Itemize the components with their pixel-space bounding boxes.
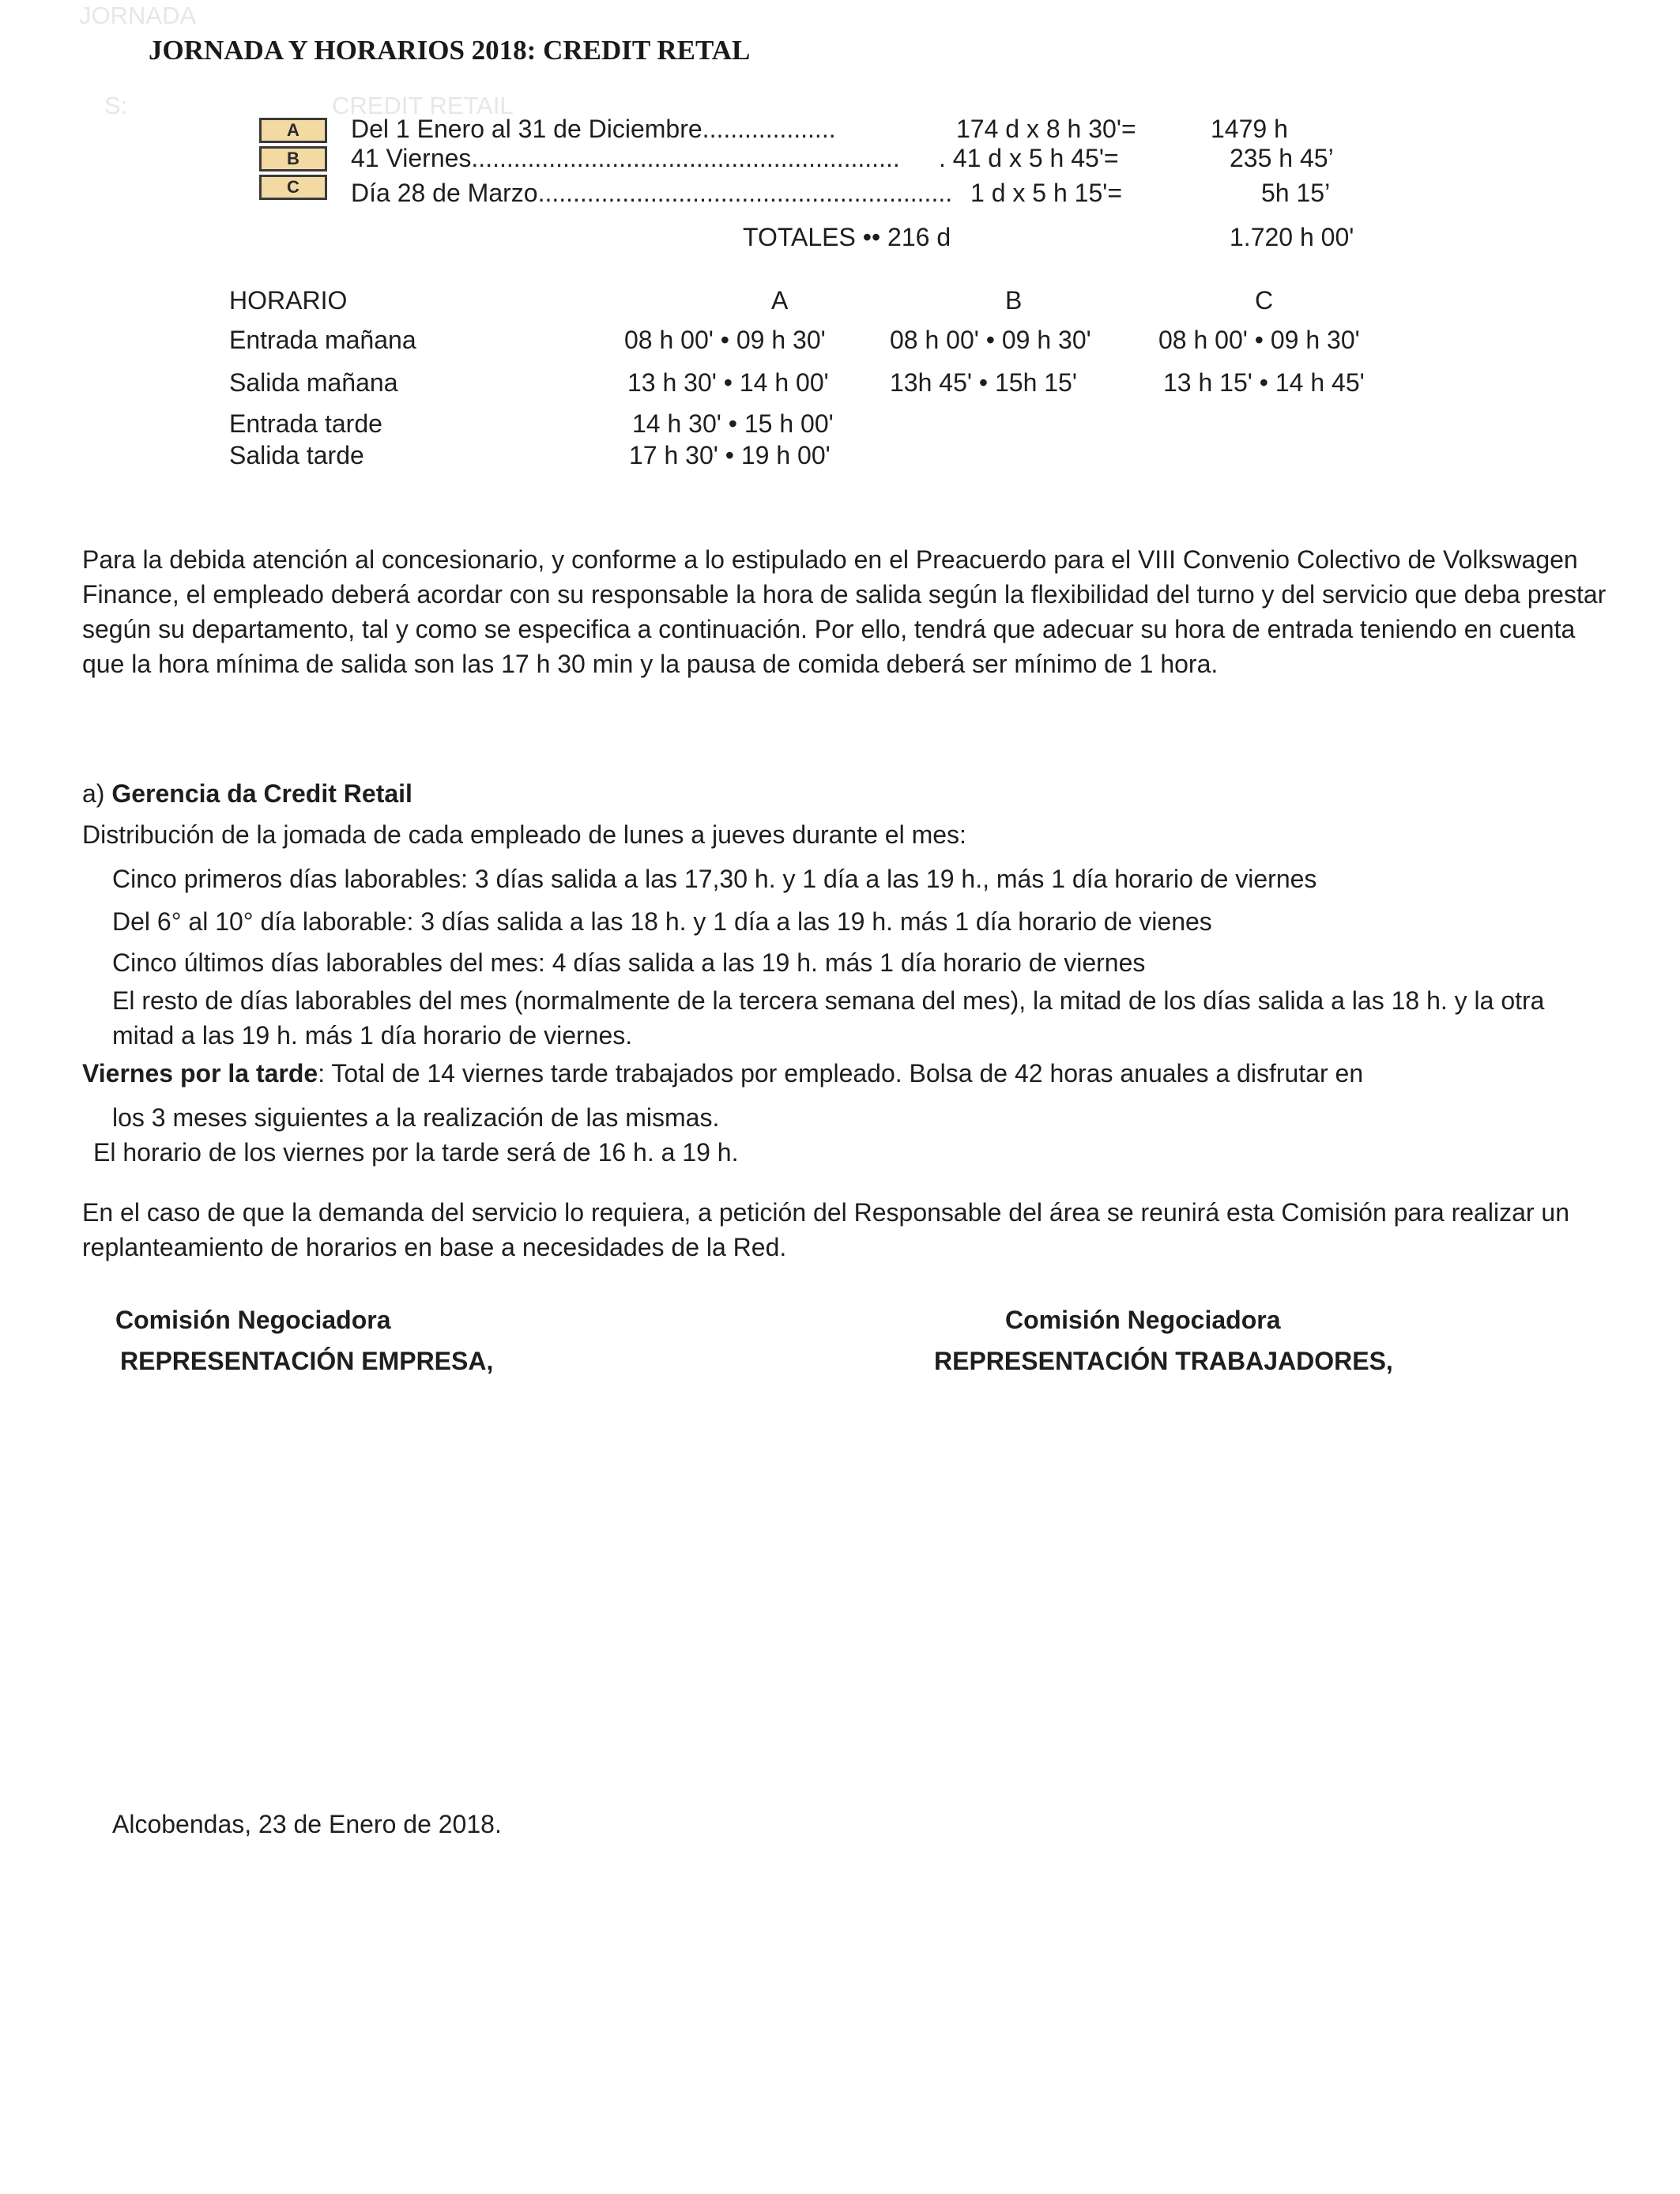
section-a-title: Gerencia da Credit Retail bbox=[111, 779, 412, 808]
legend-box-c: C bbox=[259, 175, 327, 200]
viernes-line-2: los 3 meses siguientes a la realización de las mismas. bbox=[112, 1103, 720, 1132]
totals-label: TOTALES •• 216 d bbox=[743, 223, 951, 251]
signature-left-subtitle: REPRESENTACIÓN EMPRESA, bbox=[120, 1347, 494, 1375]
summary-row-2-label: 41 Viernes............................................................. bbox=[351, 144, 900, 172]
viernes-line-3: El horario de los viernes por la tarde será de 16 h. a 19 h. bbox=[93, 1138, 739, 1167]
summary-row-1-calc: 174 d x 8 h 30'= bbox=[956, 115, 1136, 143]
horario-row-4-label: Salida tarde bbox=[229, 441, 364, 469]
summary-row-3-calc: 1 d x 5 h 15'= bbox=[970, 179, 1123, 207]
summary-row-2-calc: . 41 d x 5 h 45'= bbox=[939, 144, 1119, 172]
ghost-text-credit-retail: CREDIT RETAIL bbox=[332, 92, 514, 119]
summary-row-3-result: 5h 15’ bbox=[1261, 179, 1331, 207]
viernes-line-1 bbox=[82, 1059, 1363, 1088]
legend-box-b: B bbox=[259, 146, 327, 172]
horario-row-4-a: 17 h 30' • 19 h 00' bbox=[629, 441, 831, 469]
horario-row-1-label: Entrada mañana bbox=[229, 326, 416, 354]
place-date: Alcobendas, 23 de Enero de 2018. bbox=[112, 1810, 502, 1838]
closing-paragraph: En el caso de que la demanda del servicio lo requiera, a petición del Responsable del área se reunirá esta Comisión para realizar un replanteamiento de horarios en base a necesidades de la Red. bbox=[82, 1198, 1569, 1261]
list-item-3: Cinco últimos días laborables del mes: 4 días salida a las 19 h. más 1 día horario de viernes bbox=[112, 948, 1146, 977]
summary-row-2-result: 235 h 45’ bbox=[1230, 144, 1334, 172]
list-item-4: El resto de días laborables del mes (normalmente de la tercera semana del mes), la mitad de los días salida a las 18 h. y la otra bbox=[112, 986, 1545, 1015]
horario-row-2-a: 13 h 30' • 14 h 00' bbox=[627, 368, 829, 397]
abc-legend bbox=[259, 118, 327, 203]
horario-header-c: C bbox=[1255, 286, 1274, 315]
horario-row-1-a: 08 h 00' • 09 h 30' bbox=[624, 326, 826, 354]
horario-header-label: HORARIO bbox=[229, 286, 348, 315]
intro-paragraph: Para la debida atención al concesionario, y conforme a lo estipulado en el Preacuerdo para el VIII Convenio Colectivo de Volkswagen Finance, el empleado deberá acordar con su responsable la hora de salida según la flexibilidad del turno y del servicio que deba prestar según su departamento, tal y como se especifica a continuación. Por ello, tendrá que adecuar su hora de entrada teniendo en cuenta que la hora mínima de salida son las 17 h 30 min y la pausa de comida deberá ser mínimo de 1 hora. bbox=[82, 545, 1607, 678]
horario-row-1-c: 08 h 00' • 09 h 30' bbox=[1158, 326, 1360, 354]
signature-right-title: Comisión Negociadora bbox=[1005, 1306, 1281, 1334]
section-a-intro: Distribución de la jomada de cada empleado de lunes a jueves durante el mes: bbox=[82, 820, 966, 849]
horario-row-1-b: 08 h 00' • 09 h 30' bbox=[890, 326, 1091, 354]
horario-row-2-c: 13 h 15' • 14 h 45' bbox=[1163, 368, 1365, 397]
legend-box-a: A bbox=[259, 118, 327, 143]
horario-row-2-label: Salida mañana bbox=[229, 368, 398, 397]
horario-header-a: A bbox=[771, 286, 789, 315]
horario-row-3-a: 14 h 30' • 15 h 00' bbox=[632, 409, 834, 438]
summary-row-3-label: Día 28 de Marzo........................................................... bbox=[351, 179, 953, 207]
horario-header-b: B bbox=[1005, 286, 1023, 315]
section-a-heading bbox=[82, 779, 412, 809]
list-item-2: Del 6° al 10° día laborable: 3 días salida a las 18 h. y 1 día a las 19 h. más 1 día horario de vienes bbox=[112, 907, 1212, 936]
ghost-text-jornada: JORNADA bbox=[79, 2, 197, 29]
viernes-text: : Total de 14 viernes tarde trabajados por empleado. Bolsa de 42 horas anuales a disfrutar en bbox=[318, 1059, 1364, 1088]
horario-row-3-label: Entrada tarde bbox=[229, 409, 382, 438]
signature-right-subtitle: REPRESENTACIÓN TRABAJADORES, bbox=[934, 1347, 1393, 1375]
document-title: JORNADA Y HORARIOS 2018: CREDIT RETAL bbox=[149, 35, 751, 66]
totals-value: 1.720 h 00' bbox=[1230, 223, 1354, 251]
viernes-label: Viernes por la tarde bbox=[82, 1059, 318, 1088]
summary-row-1-label: Del 1 Enero al 31 de Diciembre................... bbox=[351, 115, 836, 143]
list-item-1: Cinco primeros días laborables: 3 días salida a las 17,30 h. y 1 día a las 19 h., más 1 día horario de viernes bbox=[112, 865, 1317, 893]
section-a-prefix: a) bbox=[82, 779, 112, 808]
signature-left-title: Comisión Negociadora bbox=[115, 1306, 391, 1334]
ghost-text-s: S: bbox=[104, 92, 128, 119]
list-item-5: mitad a las 19 h. más 1 día horario de viernes. bbox=[112, 1021, 633, 1050]
horario-row-2-b: 13h 45' • 15h 15' bbox=[890, 368, 1077, 397]
summary-row-1-result: 1479 h bbox=[1211, 115, 1288, 143]
